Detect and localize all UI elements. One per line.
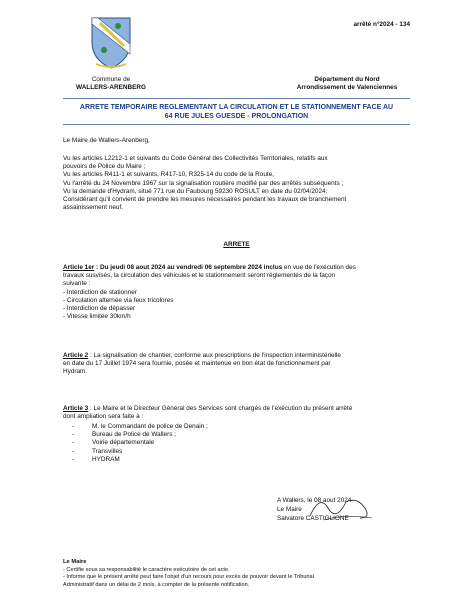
article-2-label: Article 2 xyxy=(63,352,89,359)
signature-name: Salvatore CASTIGLIONE xyxy=(277,515,349,522)
signature-role: Le Maire xyxy=(277,506,302,513)
document-title xyxy=(58,103,415,121)
recipient-item: Voirie départementale xyxy=(92,439,155,447)
department-name: Département du Nord xyxy=(314,76,380,83)
recipient-item: Bureau de Police de Wallers ; xyxy=(92,431,176,439)
considerant-line: pouvoirs de Police du Maire ; xyxy=(63,163,146,171)
commune-label: Commune de xyxy=(91,76,131,83)
measure-item: - Interdiction de stationner xyxy=(63,288,137,296)
article-1-line: travaux susvisés, la circulation des véhicules et le stationnement seront réglementés de la façon xyxy=(63,272,336,280)
title-line-1: ARRETE TEMPORAIRE REGLEMENTANT LA CIRCULATION ET LE STATIONNEMENT FACE AU xyxy=(79,104,394,111)
measure-item: - Interdiction de dépasser xyxy=(63,305,136,313)
recipient-item: M. le Commandant de police de Denain ; xyxy=(92,423,208,430)
commune-coat-of-arms xyxy=(88,14,134,70)
footer-notes xyxy=(63,567,410,589)
intro-line: Le Maire de Wallers-Arenberg, xyxy=(63,137,150,144)
considerant-line: assainissement neuf. xyxy=(63,204,124,212)
recipient-bullets xyxy=(72,423,74,464)
department-block xyxy=(284,76,410,91)
recipient-bullet: - xyxy=(72,455,75,463)
arrete-reference: arrêté n°2024 - 134 xyxy=(353,21,410,28)
arrete-heading: ARRETE xyxy=(223,241,250,248)
footer-line: - Certifie sous sa responsabilité le caractère exécutoire de cet acte. xyxy=(63,567,230,573)
arrondissement-name: Arrondissement de Valenciennes xyxy=(296,83,398,91)
considerant-line: Considérant qu'il convient de prendre les mesures nécessaires pendant les travaux de branchement xyxy=(63,196,347,204)
mayor-signature xyxy=(306,488,376,526)
article-2-line: Hydram. xyxy=(63,368,88,376)
considerant-line: Vu les articles L2212-1 et suivants du Code Général des Collectivités Territoriales, relatifs aux xyxy=(63,155,328,162)
article-2-text: : La signalisation de chantier, conforme aux prescriptions de l'inspection interministérielle xyxy=(88,352,341,359)
article-1-text: en vue de l'exécution des xyxy=(282,264,356,271)
recipient-bullet: - xyxy=(72,447,75,455)
recipient-list xyxy=(92,423,208,464)
article-1 xyxy=(63,264,410,321)
title-line-2: 64 RUE JULES GUESDE - PROLONGATION xyxy=(164,113,309,120)
article-1-line: suivante : xyxy=(63,280,91,288)
article-3-text: : Le Maire et le Directeur Général des Services sont chargés de l'exécution du présent arrêté xyxy=(88,405,353,412)
commune-block xyxy=(62,76,160,91)
title-rule-top xyxy=(63,98,410,99)
article-3 xyxy=(63,405,410,421)
article-2 xyxy=(63,352,410,377)
footer-line: Administratif dans un délai de 2 mois, à compter de la présente notification. xyxy=(63,581,250,588)
considerant-line: Vu la demande d'Hydram, situé 771 rue du Faubourg 59230 ROSULT en date du 02/04/2024; xyxy=(63,187,328,195)
title-rule-bottom xyxy=(63,124,410,125)
recipient-item: Transvilles xyxy=(92,447,123,455)
considerants xyxy=(63,155,410,212)
recipient-bullet: - xyxy=(72,439,75,447)
measure-item: - Vitesse limitée 30km/h xyxy=(63,313,131,321)
footer-heading: Le Maire xyxy=(63,559,87,565)
commune-name: WALLERS-ARENBERG xyxy=(76,83,146,91)
recipient-item: HYDRAM xyxy=(92,455,120,463)
recipient-bullet: - xyxy=(72,431,75,439)
article-3-line: dont ampliation sera faite à : xyxy=(63,413,144,421)
article-1-label: Article 1er xyxy=(63,264,95,271)
considerant-line: Vu l'arrêté du 24 Novembre 1967 sur la signalisation routière modifié par des arrêtés subséquents ; xyxy=(63,179,344,187)
signature-place-date: A Wallers, le 08 aout 2024 xyxy=(277,497,352,504)
considerant-line: Vu les articles R411-1 et suivants, R417-10, R325-14 du code de la Route, xyxy=(63,171,275,179)
article-3-label: Article 3 xyxy=(63,405,89,412)
recipient-bullet: - xyxy=(72,423,75,430)
article-1-dates: : Du jeudi 08 aout 2024 au vendredi 06 septembre 2024 inclus xyxy=(94,264,283,271)
footer-line: - Informe que le présent arrêté peut faire l'objet d'un recours pour excès de pouvoir devant le Tribunal xyxy=(63,574,314,581)
article-2-line: en date du 17 Juillet 1974 sera fournie, posée et maintenue en bon état de fonctionnement par xyxy=(63,360,331,368)
measure-item: - Circulation alternée via feux tricolores xyxy=(63,296,174,304)
